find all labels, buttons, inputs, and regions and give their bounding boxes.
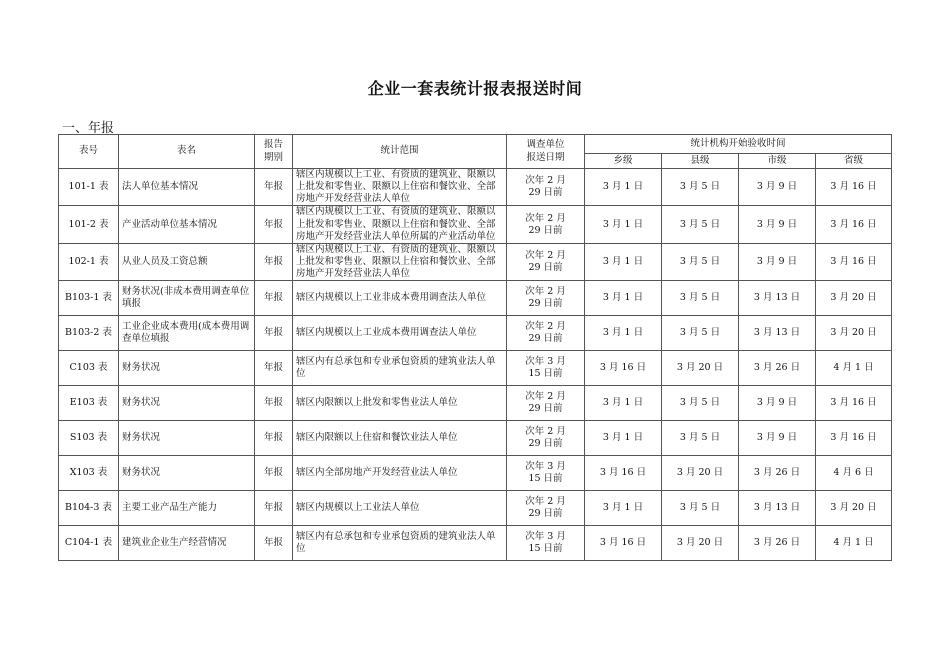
row-period: 年报: [255, 206, 293, 243]
row-scope: 辖区内规模以上工业、有资质的建筑业、限额以上批发和零售业、限额以上住宿和餐饮业、全部房地产开发经营业法人单位: [293, 169, 507, 206]
row-deadline-day: 15 日前: [528, 473, 563, 485]
row-scope: 辖区内全部房地产开发经营业法人单位: [293, 456, 507, 491]
table-row: [59, 456, 892, 491]
row-scope: 辖区内限额以上批发和零售业法人单位: [293, 386, 507, 421]
row-name: 主要工业产品生产能力: [119, 491, 255, 526]
row-deadline-month: 次年 2 月: [525, 321, 566, 333]
row-name: 产业活动单位基本情况: [119, 206, 255, 243]
row-county-time: 3 月 5 日: [662, 281, 739, 316]
row-deadline-day: 29 日前: [528, 333, 563, 345]
row-period: 年报: [255, 526, 293, 561]
header-name: 表名: [119, 135, 255, 169]
row-deadline-day: 15 日前: [528, 368, 563, 380]
row-province-time: 3 月 16 日: [816, 206, 892, 243]
row-code: C103 表: [59, 351, 119, 386]
row-deadline-month: 次年 2 月: [525, 426, 566, 438]
row-code: C104-1 表: [59, 526, 119, 561]
row-scope: 辖区内规模以上工业法人单位: [293, 491, 507, 526]
row-city-time: 3 月 9 日: [739, 206, 816, 243]
row-township-time: 3 月 1 日: [585, 243, 662, 280]
header-period: [255, 135, 293, 169]
row-name: 财务状况: [119, 456, 255, 491]
row-province-time: 4 月 1 日: [816, 351, 892, 386]
row-province-time: 3 月 16 日: [816, 421, 892, 456]
row-deadline-day: 29 日前: [528, 187, 563, 199]
row-scope: 辖区内有总承包和专业承包资质的建筑业法人单位: [293, 351, 507, 386]
row-code: 101-2 表: [59, 206, 119, 243]
row-township-time: 3 月 1 日: [585, 281, 662, 316]
row-county-time: 3 月 5 日: [662, 243, 739, 280]
header-acceptance-group: 统计机构开始验收时间: [585, 135, 892, 154]
page-title: 企业一套表统计报表报送时间: [367, 79, 583, 98]
header-deadline-line-2: 报送日期: [526, 151, 565, 163]
header-period-line-2: 期别: [263, 151, 283, 163]
table-row: [59, 243, 892, 280]
row-code: B103-1 表: [59, 281, 119, 316]
row-county-time: 3 月 20 日: [662, 351, 739, 386]
row-scope: 辖区内规模以上工业、有资质的建筑业、限额以上批发和零售业、限额以上住宿和餐饮业、全部房地产开发经营业法人单位所属的产业活动单位: [293, 206, 507, 243]
row-deadline: [507, 281, 585, 316]
row-code: S103 表: [59, 421, 119, 456]
header-deadline-line-1: 调查单位: [526, 139, 565, 151]
row-scope: 辖区内限额以上住宿和餐饮业法人单位: [293, 421, 507, 456]
row-province-time: 3 月 16 日: [816, 169, 892, 206]
row-city-time: 3 月 26 日: [739, 456, 816, 491]
table-row: [59, 421, 892, 456]
row-deadline-day: 29 日前: [528, 508, 563, 520]
row-scope: 辖区内规模以上工业成本费用调查法人单位: [293, 316, 507, 351]
row-city-time: 3 月 13 日: [739, 491, 816, 526]
row-period: 年报: [255, 386, 293, 421]
row-city-time: 3 月 9 日: [739, 169, 816, 206]
row-county-time: 3 月 5 日: [662, 316, 739, 351]
row-county-time: 3 月 5 日: [662, 386, 739, 421]
row-period: 年报: [255, 456, 293, 491]
row-deadline-month: 次年 3 月: [525, 531, 566, 543]
row-scope: 辖区内有总承包和专业承包资质的建筑业法人单位: [293, 526, 507, 561]
header-code: 表号: [59, 135, 119, 169]
row-city-time: 3 月 9 日: [739, 386, 816, 421]
row-scope: 辖区内规模以上工业、有资质的建筑业、限额以上批发和零售业、限额以上住宿和餐饮业、全部房地产开发经营业法人单位: [293, 243, 507, 280]
row-township-time: 3 月 16 日: [585, 456, 662, 491]
row-county-time: 3 月 20 日: [662, 456, 739, 491]
row-code: 102-1 表: [59, 243, 119, 280]
row-township-time: 3 月 1 日: [585, 386, 662, 421]
row-deadline-day: 15 日前: [528, 543, 563, 555]
row-province-time: 3 月 16 日: [816, 243, 892, 280]
row-name: 财务状况(非成本费用调查单位填报: [119, 281, 255, 316]
row-code: B103-2 表: [59, 316, 119, 351]
row-province-time: 3 月 20 日: [816, 316, 892, 351]
table-row: [59, 169, 892, 206]
report-schedule-table: [58, 134, 892, 561]
row-township-time: 3 月 1 日: [585, 316, 662, 351]
row-deadline-day: 29 日前: [528, 298, 563, 310]
row-deadline: [507, 316, 585, 351]
row-period: 年报: [255, 316, 293, 351]
row-deadline-month: 次年 3 月: [525, 461, 566, 473]
row-deadline-day: 29 日前: [528, 262, 563, 274]
row-deadline-day: 29 日前: [528, 438, 563, 450]
row-code: B104-3 表: [59, 491, 119, 526]
header-deadline: [507, 135, 585, 169]
row-deadline-month: 次年 2 月: [525, 212, 566, 224]
row-city-time: 3 月 26 日: [739, 526, 816, 561]
row-township-time: 3 月 1 日: [585, 169, 662, 206]
row-township-time: 3 月 1 日: [585, 206, 662, 243]
row-deadline-month: 次年 2 月: [525, 391, 566, 403]
row-deadline: [507, 351, 585, 386]
row-period: 年报: [255, 243, 293, 280]
row-province-time: 3 月 16 日: [816, 386, 892, 421]
row-township-time: 3 月 16 日: [585, 351, 662, 386]
table-row: [59, 386, 892, 421]
row-deadline-month: 次年 2 月: [525, 496, 566, 508]
row-deadline: [507, 169, 585, 206]
row-deadline-month: 次年 2 月: [525, 175, 566, 187]
table-row: [59, 526, 892, 561]
row-county-time: 3 月 5 日: [662, 206, 739, 243]
row-deadline: [507, 206, 585, 243]
row-scope: 辖区内规模以上工业非成本费用调查法人单位: [293, 281, 507, 316]
header-scope: 统计范围: [293, 135, 507, 169]
row-province-time: 4 月 6 日: [816, 456, 892, 491]
row-township-time: 3 月 16 日: [585, 526, 662, 561]
row-deadline: [507, 386, 585, 421]
row-township-time: 3 月 1 日: [585, 491, 662, 526]
row-code: 101-1 表: [59, 169, 119, 206]
row-period: 年报: [255, 281, 293, 316]
row-county-time: 3 月 5 日: [662, 169, 739, 206]
header-province: 省级: [816, 154, 892, 169]
row-province-time: 3 月 20 日: [816, 491, 892, 526]
row-name: 建筑业企业生产经营情况: [119, 526, 255, 561]
row-period: 年报: [255, 421, 293, 456]
row-deadline: [507, 421, 585, 456]
row-name: 法人单位基本情况: [119, 169, 255, 206]
row-county-time: 3 月 20 日: [662, 526, 739, 561]
row-name: 从业人员及工资总额: [119, 243, 255, 280]
row-city-time: 3 月 9 日: [739, 243, 816, 280]
table-row: [59, 281, 892, 316]
row-name: 工业企业成本费用(成本费用调查单位填报: [119, 316, 255, 351]
header-township: 乡级: [585, 154, 662, 169]
row-deadline-month: 次年 3 月: [525, 356, 566, 368]
row-name: 财务状况: [119, 351, 255, 386]
row-city-time: 3 月 13 日: [739, 316, 816, 351]
row-name: 财务状况: [119, 421, 255, 456]
row-code: X103 表: [59, 456, 119, 491]
row-deadline: [507, 491, 585, 526]
row-county-time: 3 月 5 日: [662, 421, 739, 456]
row-township-time: 3 月 1 日: [585, 421, 662, 456]
row-deadline-month: 次年 2 月: [525, 250, 566, 262]
row-deadline-day: 29 日前: [528, 403, 563, 415]
row-city-time: 3 月 13 日: [739, 281, 816, 316]
header-city: 市级: [739, 154, 816, 169]
row-code: E103 表: [59, 386, 119, 421]
row-county-time: 3 月 5 日: [662, 491, 739, 526]
row-period: 年报: [255, 169, 293, 206]
row-deadline-day: 29 日前: [528, 224, 563, 236]
header-period-line-1: 报告: [263, 139, 283, 151]
row-city-time: 3 月 9 日: [739, 421, 816, 456]
row-province-time: 3 月 20 日: [816, 281, 892, 316]
row-name: 财务状况: [119, 386, 255, 421]
row-period: 年报: [255, 351, 293, 386]
row-province-time: 4 月 1 日: [816, 526, 892, 561]
row-deadline-month: 次年 2 月: [525, 286, 566, 298]
header-county: 县级: [662, 154, 739, 169]
table-row: [59, 351, 892, 386]
row-city-time: 3 月 26 日: [739, 351, 816, 386]
row-deadline: [507, 456, 585, 491]
row-period: 年报: [255, 491, 293, 526]
table-row: [59, 491, 892, 526]
row-deadline: [507, 243, 585, 280]
table-row: [59, 206, 892, 243]
section-label: 一、年报: [62, 121, 115, 136]
row-deadline: [507, 526, 585, 561]
table-row: [59, 316, 892, 351]
